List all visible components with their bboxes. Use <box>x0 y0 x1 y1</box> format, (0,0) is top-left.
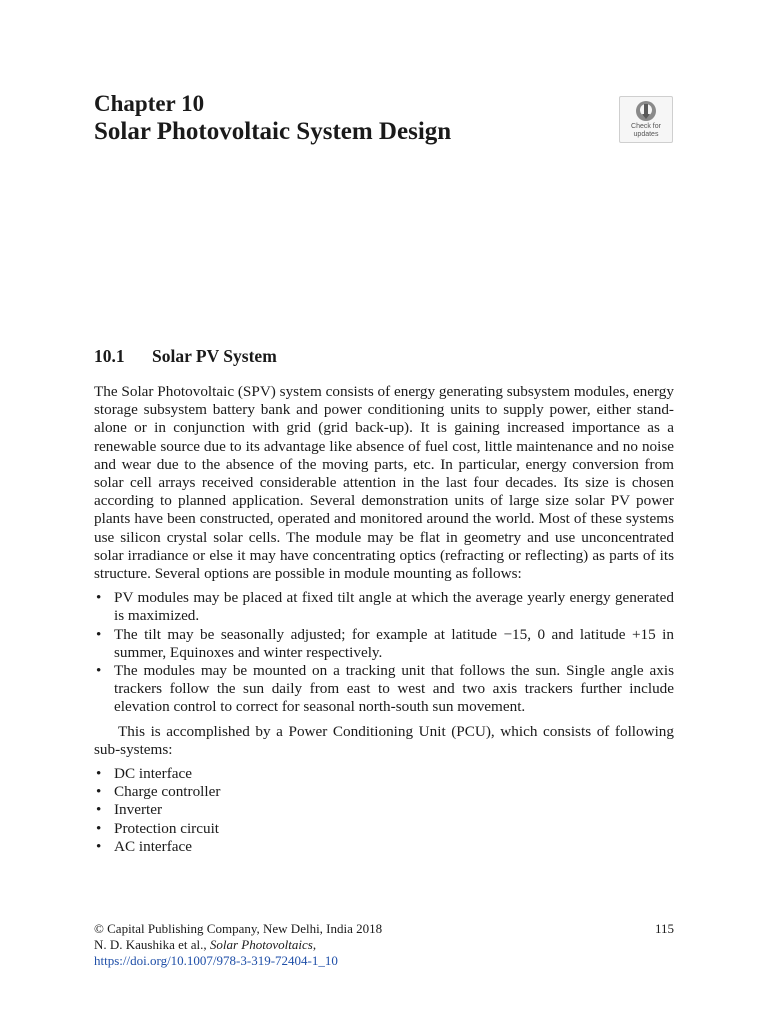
citation-line <box>94 937 382 953</box>
intro-paragraph: The Solar Photovoltaic (SPV) system consists of energy generating subsystem modules, energy storage subsystem battery bank and power conditioning units to supply power, either stand-alone or in conjunction with grid (grid back-up). It is gaining increased importance as a renewable source due to its advantage like absence of fuel cost, little maintenance and no noise and wear due to the absence of the moving parts, etc. In particular, energy conversion from solar cell arrays received considerable attention in the last four decades. Its size is chosen according to planned application. Several demonstration units of large size solar PV power plants have been constructed, operated and monitored around the world. Most of these systems use silicon crystal solar cells. The module may be flat in geometry and use unconcentrated solar irradiance or else it may have concentrating optics (refracting or reflecting) as parts of its structure. Several options are possible in module mounting as follows: <box>94 383 674 583</box>
chapter-title: Solar Photovoltaic System Design <box>94 118 452 145</box>
citation-end: , <box>312 937 317 952</box>
citation-book: Solar Photovoltaics <box>209 937 313 952</box>
list-item: • The tilt may be seasonally adjusted; for example at latitude −15, 0 and latitude +15 in summer, Equinoxes and winter respectively. <box>94 626 674 662</box>
list-item: • The modules may be mounted on a tracking unit that follows the sun. Single angle axis trackers follow the sun daily from east to west and two axis trackers further include elevation control to correct for seasonal north-south sun movement. <box>94 662 674 717</box>
pcu-subsystems-list <box>94 765 674 856</box>
badge-text-line1: Check for <box>631 123 661 130</box>
crossmark-icon <box>635 100 657 122</box>
copyright-line: © Capital Publishing Company, New Delhi, India 2018 <box>94 921 383 936</box>
list-item: • Protection circuit <box>94 820 674 838</box>
list-item: • DC interface <box>94 765 674 783</box>
section-title: Solar PV System <box>152 346 277 366</box>
doi-link[interactable]: https://doi.org/10.1007/978-3-319-72404-1_10 <box>94 953 338 968</box>
list-item: • AC interface <box>94 838 674 856</box>
list-item: • Charge controller <box>94 783 674 801</box>
citation-authors: N. D. Kaushika et al., <box>94 937 210 952</box>
badge-text-line2: updates <box>633 131 659 138</box>
list-item: • PV modules may be placed at fixed tilt angle at which the average yearly energy generated is maximized. <box>94 589 674 625</box>
check-for-updates-badge[interactable] <box>619 96 673 143</box>
pcu-paragraph: This is accomplished by a Power Conditioning Unit (PCU), which consists of following sub-systems: <box>94 722 674 758</box>
footer-citation <box>94 921 382 969</box>
list-item: • Inverter <box>94 801 674 819</box>
mounting-options-list <box>94 589 674 716</box>
body-content <box>94 383 674 856</box>
section-number: 10.1 <box>94 346 125 366</box>
section-heading <box>94 344 277 368</box>
chapter-label: Chapter 10 <box>94 91 205 116</box>
page-number: 115 <box>654 921 674 936</box>
